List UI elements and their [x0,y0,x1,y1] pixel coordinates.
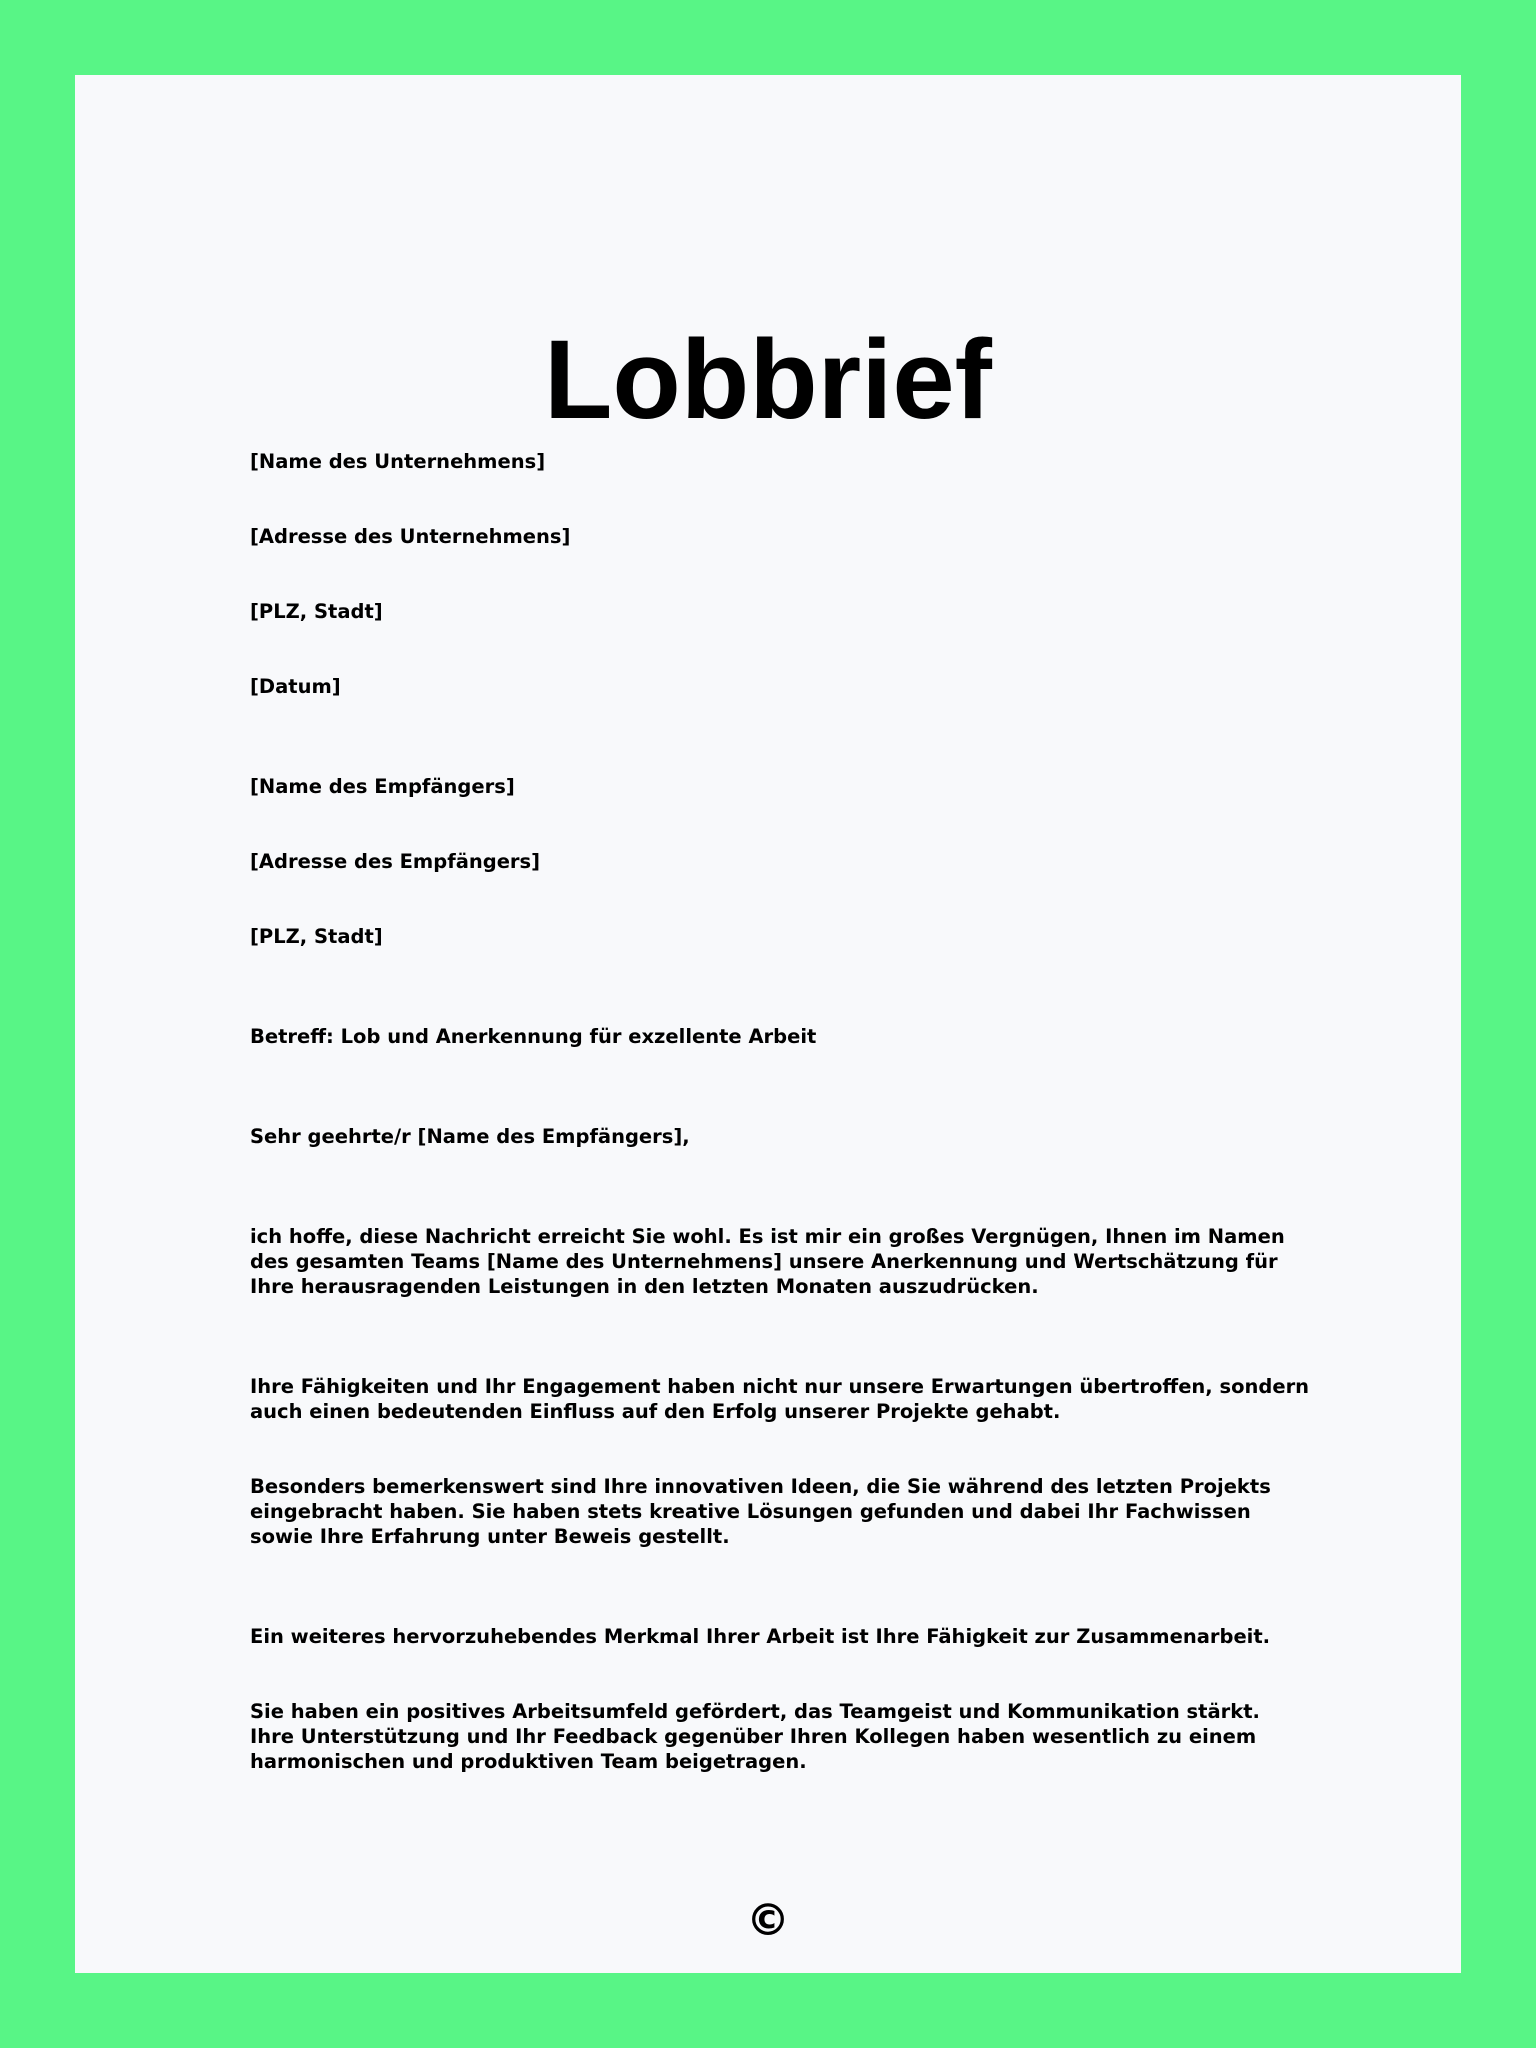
sender-zip-city: [PLZ, Stadt] [250,600,383,623]
body-paragraph: Ihre Fähigkeiten und Ihr Engagement haben nicht nur unsere Erwartungen übertroffen, sondern auch einen bedeutenden Einfluss auf den Erfolg unserer Projekte gehabt. [250,1375,1310,1423]
letter-date: [Datum] [250,675,341,698]
letter-page [75,75,1461,1973]
copyright-icon: © [746,1895,790,1946]
page-title: Lobbrief [544,317,992,442]
recipient-name: [Name des Empfängers] [250,775,515,798]
body-paragraph: Sie haben ein positives Arbeitsumfeld gefördert, das Teamgeist und Kommunikation stärkt. Ihre Unterstützung und Ihr Feedback gegenüber Ihren Kollegen haben wesentlich zu einem harmonischen und produktiven Team beigetragen. [250,1700,1260,1773]
body-paragraph: Ein weiteres hervorzuhebendes Merkmal Ihrer Arbeit ist Ihre Fähigkeit zur Zusammenarbeit. [250,1625,1271,1648]
body-paragraph: Besonders bemerkenswert sind Ihre innovativen Ideen, die Sie während des letzten Projekts eingebracht haben. Sie haben stets kreative Lösungen gefunden und dabei Ihr Fachwissen sowie Ihre Erfahrung unter Beweis gestellt. [250,1475,1271,1548]
sender-company-name: [Name des Unternehmens] [250,450,546,473]
letter-subject: Betreff: Lob und Anerkennung für exzellente Arbeit [250,1025,817,1048]
recipient-address: [Adresse des Empfängers] [250,850,541,873]
sender-company-address: [Adresse des Unternehmens] [250,525,571,548]
letter-salutation: Sehr geehrte/r [Name des Empfängers], [250,1125,690,1148]
body-paragraph: ich hoffe, diese Nachricht erreicht Sie wohl. Es ist mir ein großes Vergnügen, Ihnen im Namen des gesamten Teams [Name des Unternehmens] unsere Anerkennung und Wertschätzung für Ihre herausragenden Leistungen in den letzten Monaten auszudrücken. [250,1225,1285,1298]
recipient-zip-city: [PLZ, Stadt] [250,925,383,948]
